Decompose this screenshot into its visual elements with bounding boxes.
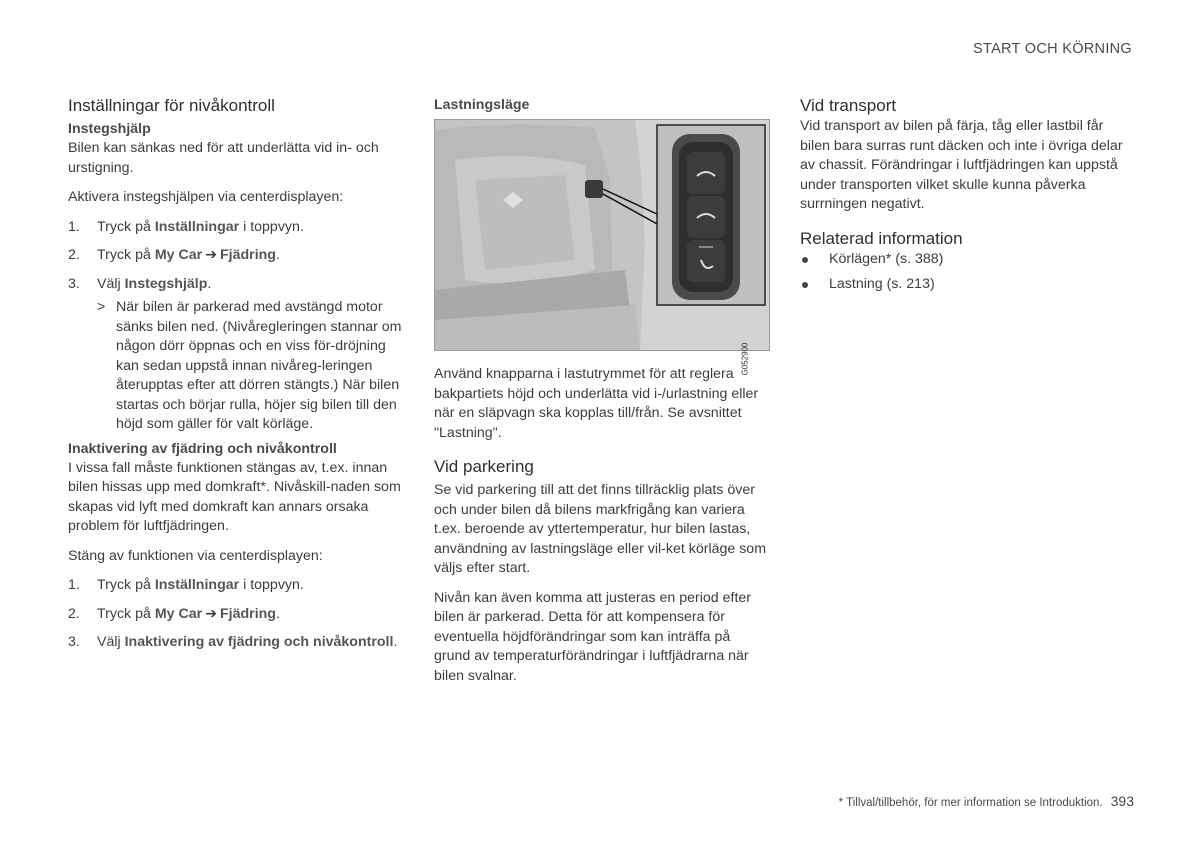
paragraph: I vissa fall måste funktionen stängas av, t.ex. innan bilen hissas upp med domkraft*. Nivåskill-naden som skapas vid lyft med domkraft kan annars orsaka problem för luftfjädringen. [68,459,401,534]
ui-term: My Car [154,247,203,263]
step-list [68,576,408,653]
ui-term: Fjädring [220,247,276,263]
column-middle [434,96,770,696]
subheading-deactivate: Inaktivering av fjädring och nivåkontroll [68,440,337,457]
paragraph: Använd knapparna i lastutrymmet för att reglera bakpartiets höjd och underlätta vid i-/urlastning eller när en släpvagn ska kopplas till/från. Se avsnittet "Lastning". [434,366,759,441]
section-title-parking: Vid parkering [434,457,534,476]
column-left [68,96,408,662]
list-item: 2. Tryck på My Car ➔ Fjädring. [68,246,408,266]
list-item: 2. Tryck på My Car ➔ Fjädring. [68,605,408,625]
step-list [68,218,408,435]
ui-term: Inställningar [154,577,240,593]
section-title: Inställningar för nivåkontroll [68,96,275,115]
related-link[interactable]: Lastning (s. 213) [800,275,1135,295]
related-links [800,250,1135,295]
paragraph: Stäng av funktionen via centerdisplayen: [68,547,323,564]
ui-term: Inaktivering av fjädring och nivåkontroll [124,634,394,650]
result-marker: > [97,299,106,315]
ui-term: Instegshjälp [124,275,208,292]
arrow-right-icon: ➔ [205,247,218,263]
paragraph: Nivån kan även komma att justeras en period efter bilen är parkerad. Detta för att kompensera för eventuella höjdförändringar som kan inträffa på grund av temperaturförändringar i luftfjädrarna när bilen svalnar. [434,589,752,684]
ui-term: Inställningar [154,218,240,235]
subheading-step-assist: Instegshjälp [68,121,151,137]
bullet-icon [802,282,808,288]
column-right [800,96,1135,301]
ui-term: Fjädring [220,605,276,622]
section-title-related: Relaterad information [800,228,963,248]
section-header: START OCH KÖRNING [973,41,1132,57]
paragraph: Vid transport av bilen på färja, tåg eller lastbil får bilen bara surras runt däcken och inte i övriga delar av chassit. Förändringar i luftfjädringen kan uppstå under transporten vilket skulle kunna påverka surrningen negativt. [800,118,1123,212]
arrow-right-icon: ➔ [205,605,218,622]
related-link[interactable]: Körlägen* (s. 388) [800,250,1135,270]
figure-code: G052900 [740,342,750,375]
footnote: * Tillval/tillbehör, för mer information se Introduktion. [838,797,1103,809]
list-item: 1. Tryck på Inställningar i toppvyn. [68,577,304,593]
section-title-transport: Vid transport [800,96,897,115]
cargo-area-illustration [434,119,770,375]
list-item: 3. Välj Inaktivering av fjädring och nivåkontroll. [68,634,398,650]
page-number: 393 [1110,793,1134,809]
bullet-icon [802,257,808,263]
cargo-area-drawing [435,120,769,350]
step-result: > När bilen är parkerad med avstängd motor sänks bilen ned. (Nivåregleringen stannar om någon dörr öppnas och en viss för-dröjning kan sedan uppstå innan nivåreg-leringen återupptas efter att dörren stängts.) När bilen startas och börjar rulla, höjer sig bilen till den höjd som gäller för valt körläge. [97,299,402,432]
footer [839,793,1134,809]
paragraph: Se vid parkering till att det finns tillräcklig plats över och under bilen då bilens markfrigång kan variera t.ex. beroende av yttertemperatur, hur bilen lastas, användning av lastningsläge eller vil-ket körläge som väljs efter start. [434,482,767,576]
list-item: 1. Tryck på Inställningar i toppvyn. [68,218,304,235]
subheading-loading-mode: Lastningsläge [434,97,530,113]
paragraph: Bilen kan sänkas ned för att underlätta vid in- och urstigning. [68,140,379,176]
list-item: 3. Välj Instegshjälp. > När bilen är parkerad med avstängd motor sänks bilen ned. (Nivåregleringen stannar om någon dörr öppnas och en viss för-dröjning kan sedan uppstå innan nivåreg-leringen återupptas efter att dörren stängts.) När bilen startas och börjar rulla, höjer sig bilen till den höjd som gäller för valt körläge. [68,275,408,435]
ui-term: My Car [154,605,203,622]
paragraph: Aktivera instegshjälpen via centerdisplayen: [68,189,344,205]
